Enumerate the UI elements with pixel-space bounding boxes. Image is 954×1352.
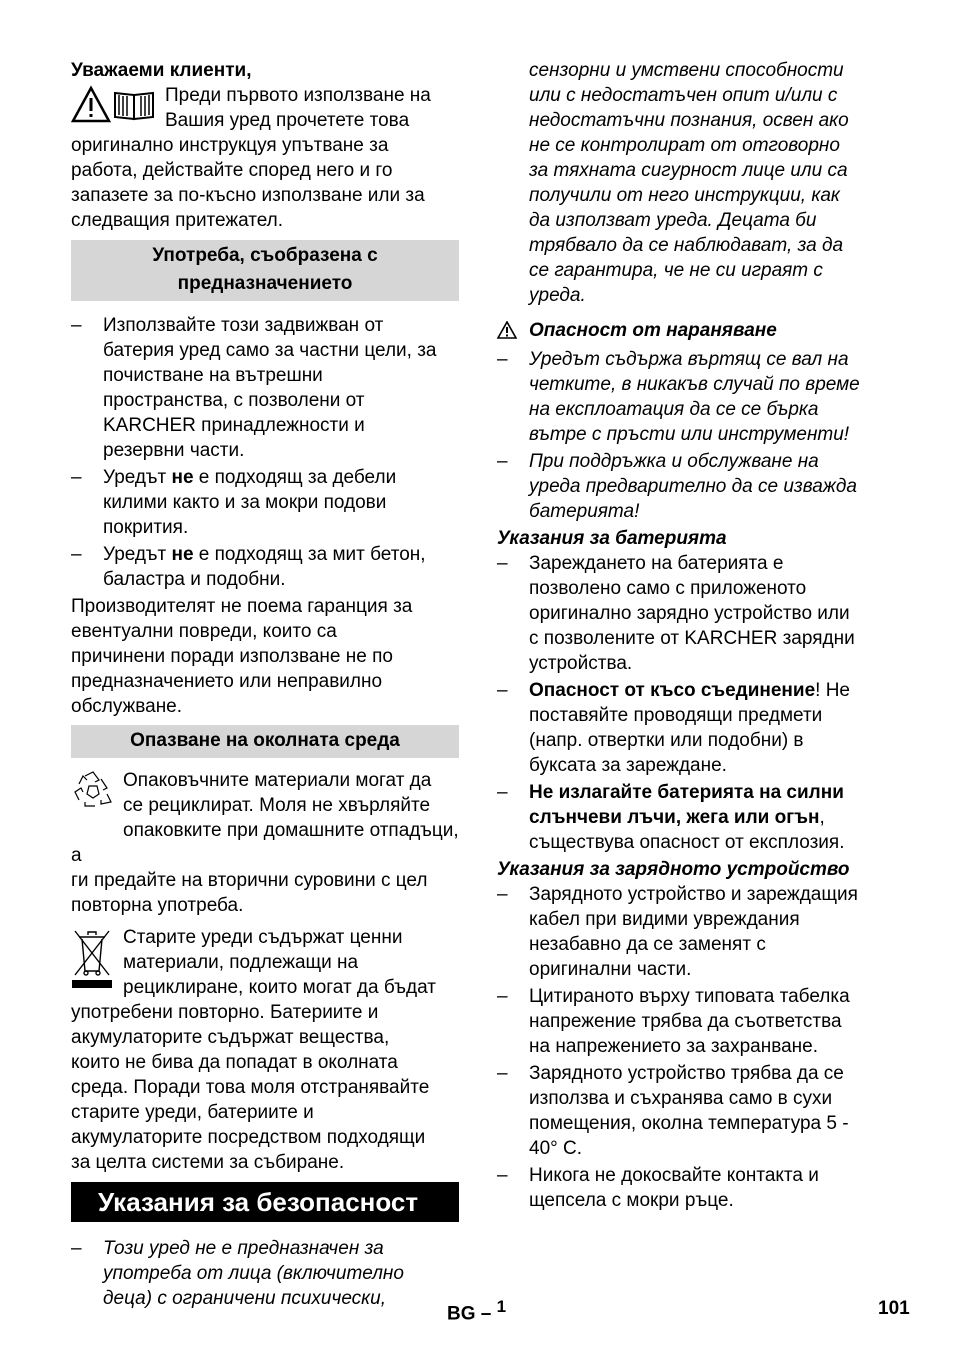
para-line: употребени повторно. Батериите и [71,1002,379,1023]
item-line: почистване на вътрешни [103,365,323,386]
item-line: KARCHER принадлежности и [103,415,365,436]
page-number: 101 [878,1298,910,1319]
item-line: резервни части. [103,440,245,461]
warning-manual-icons [71,85,157,132]
bold-text: не [171,467,194,488]
intro-line: оригинално инструкцуя упътване за [71,135,389,156]
dash: – [497,451,508,472]
bold-text: слънчеви лъчи, жега или огън [529,807,820,828]
heading-environment: Опазване на околната среда [71,725,459,758]
list-item [497,882,885,982]
recycle-icon [71,770,115,821]
item-line: помещения, околна температура 5 - [529,1113,849,1134]
dash: – [71,315,82,336]
item-line: напрежение трябва да съответства [529,1011,842,1032]
item-line: баластра и подобни. [103,569,286,590]
dash: – [71,467,82,488]
para-line: рециклиране, които могат да бъдат [123,977,436,998]
text: , [819,807,825,828]
list-item [497,984,885,1059]
intro-line: Преди първото използване на [165,85,431,106]
item-line: уреда предварително да се изважда [529,476,857,497]
warning-small-icon [497,321,517,339]
intro-line: следващия притежател. [71,210,284,231]
item-line: Зарядното устройство трябва да се [529,1063,844,1084]
injury-title [497,318,885,343]
heading-line: Употреба, съобразена с [152,245,378,266]
item-line: Използвайте този задвижван от [103,315,384,336]
injury-title-text: Опасност от нараняване [529,320,777,341]
item-line: 40° C. [529,1138,583,1159]
item-line: с позволените от KARCHER зарядни [529,628,855,649]
para-line: Старите уреди съдържат ценни [123,927,403,948]
para-line: за целта системи за събиране. [71,1152,345,1173]
list-item [497,1061,885,1161]
para-line: акумулаторите съдържат вещества, [71,1027,390,1048]
list-item [71,1236,459,1311]
footer-language [447,1294,506,1326]
item-line: недостатъчни познания, освен ако [529,110,849,131]
item-line: да използват уреда. Децата би [529,210,817,231]
dash: – [497,1063,508,1084]
item-line: употреба от лица (включително [103,1263,404,1284]
dash: – [497,553,508,574]
list-item [497,347,885,447]
list-item [71,542,459,592]
dash: – [71,544,82,565]
battery-title: Указания за батерията [497,528,727,549]
heading-line: предназначението [177,273,353,294]
right-column [497,58,885,1215]
text: Уредът [103,467,172,488]
para-line: Опаковъчните материали могат да [123,770,432,791]
item-line: Зарядното устройство и зареждащия [529,884,858,905]
list-item [497,678,885,778]
list-item [71,465,459,540]
item-line: използва и съхранява само в сухи [529,1088,833,1109]
item-line: се гарантира, че не си играят с [529,260,823,281]
item-line: Зареждането на батерията е [529,553,784,574]
item-line: поставяйте проводящи предмети [529,705,823,726]
dash: – [497,782,508,803]
dash: – [497,1165,508,1186]
manual-book-icon [115,93,153,119]
heading-intended-use [71,240,459,301]
para-line: предназначението или неправилно [71,671,383,692]
text: е подходящ за дебели [193,467,397,488]
item-line: вътре с пръсти или инструменти! [529,424,850,445]
para-line: евентуални повреди, които са [71,621,337,642]
para-line: опаковките при домашните отпадъци, а [71,820,459,866]
footer-sup: 1 [496,1297,507,1316]
item-line: четките, в никакъв случай по време [529,374,860,395]
list-item [497,551,885,676]
item-line: батерия уред само за частни цели, за [103,340,437,361]
intro-line: работа, действайте според него и го [71,160,393,181]
dash: – [497,349,508,370]
item-line: не се контролират от отговорно [529,135,840,156]
para-line: повторна употреба. [71,895,244,916]
item-line: устройства. [529,653,633,674]
item-line: деца) с ограничени психически, [103,1288,386,1309]
para-line: старите уреди, батериите и [71,1102,314,1123]
item-line: незабавно да се заменят с [529,934,766,955]
item-line: съществува опасност от експлозия. [529,832,845,853]
dash: – [497,986,508,1007]
item-line: на напрежението за захранване. [529,1036,819,1057]
item-line: килими както и за мокри подови [103,492,387,513]
item-line: сензорни и умствени способности [529,60,844,81]
item-line: или с недостатъчен опит и/или с [529,85,838,106]
item-line: трябвало да се наблюдават, за да [529,235,844,256]
bold-text: Не излагайте батерията на силни [529,782,844,803]
list-item [497,780,885,855]
item-line: на експлоатация да се се бърка [529,399,819,420]
para-line: материали, подлежащи на [123,952,359,973]
item-line: уреда. [529,285,586,306]
para-line: акумулаторите посредством подходящи [71,1127,426,1148]
footer-lang-text: BG – [447,1303,497,1325]
list-item [71,313,459,463]
item-line: (напр. отвертки или подобни) в [529,730,804,751]
intro-block [71,83,459,233]
item-line: пространства, с позволени от [103,390,365,411]
greeting: Уважаеми клиенти, [71,60,252,81]
item-line: покрития. [103,517,189,538]
text: е подходящ за мит бетон, [193,544,426,565]
para-line: причинени поради използване не по [71,646,393,667]
warranty-paragraph [71,594,459,719]
item-line: кабел при видими увреждания [529,909,800,930]
para-line: среда. Поради това моля отстранявайте [71,1077,430,1098]
dash: – [497,680,508,701]
item-line: Този уред не е предназначен за [103,1238,384,1259]
item-line: получили от него инструкции, как [529,185,840,206]
crossed-bin-icon [71,927,115,998]
safety-continuation [497,58,885,308]
dash: – [497,884,508,905]
para-line: обслужване. [71,696,183,717]
text: Уредът [103,544,172,565]
bold-text: не [171,544,194,565]
para-line: които не бива да попадат в околната [71,1052,398,1073]
warning-icon [71,85,157,125]
old-devices-block [71,925,459,1175]
list-item [497,449,885,524]
item-line: батерията! [529,501,640,522]
item-line: позволено само с приложеното [529,578,807,599]
heading-safety: Указания за безопасност [71,1182,459,1222]
intro-line: Вашия уред прочетете това [165,110,410,131]
para-line: се рециклират. Моля не хвърляйте [123,795,431,816]
item-line: При поддръжка и обслужване на [529,451,819,472]
intro-line: запазете за по-късно използване или за [71,185,425,206]
item-line: Никога не докосвайте контакта и [529,1165,819,1186]
para-line: Производителят не поема гаранция за [71,596,413,617]
item-line: оригинално зарядно устройство или [529,603,850,624]
dash: – [71,1238,82,1259]
env-block [71,768,459,918]
item-line: буксата за зареждане. [529,755,727,776]
list-item [497,1163,885,1213]
charger-title: Указания за зарядното устройство [497,859,850,880]
text: ! Не [815,680,851,701]
item-line: щепсела с мокри ръце. [529,1190,734,1211]
item-line: Цитираното върху типовата табелка [529,986,850,1007]
bold-text: Опасност от късо съединение [529,680,816,701]
item-line: за тяхната сигурност лице или са [529,160,848,181]
item-line: оригинални части. [529,959,692,980]
item-line: Уредът съдържа въртящ се вал на [529,349,849,370]
para-line: ги предайте на вторични суровини с цел [71,870,428,891]
left-column [71,58,459,1313]
